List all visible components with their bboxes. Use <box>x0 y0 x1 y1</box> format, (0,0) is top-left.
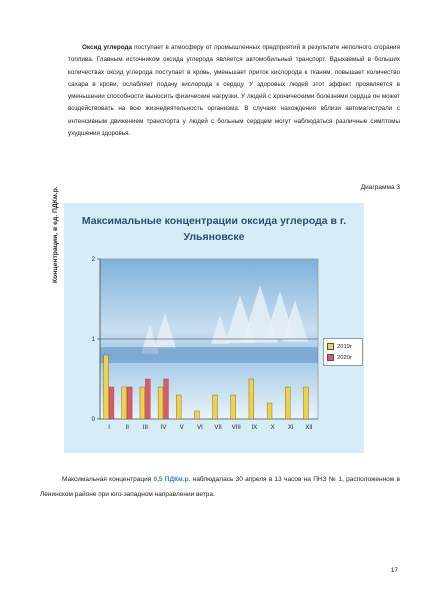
x-tick-label: V <box>179 425 184 431</box>
bar-2020г-III <box>145 379 150 419</box>
legend-item-2020 <box>327 354 352 361</box>
paragraph-text: Максимальная концентрация <box>62 476 154 483</box>
legend-label-2019: 2019г <box>337 343 353 350</box>
paragraph-carbon-monoxide <box>68 42 400 140</box>
paragraph-text: наблюдалась 30 апреля в 13 часов на ПНЗ № 1, расположенном в Ленинском районе при юго-западном направлении ветра. <box>40 476 400 498</box>
y-tick-label: 0 <box>91 417 95 423</box>
legend-swatch-2019 <box>327 343 334 350</box>
bar-2020г-II <box>127 387 132 419</box>
x-tick-label: III <box>142 425 148 431</box>
highlight-value: 0,5 ПДКм.р. <box>153 476 191 483</box>
plot-area <box>90 255 320 435</box>
legend-swatch-2020 <box>327 354 334 361</box>
bar-2019г-VIII <box>231 395 236 419</box>
x-tick-label: I <box>108 425 110 431</box>
y-axis-label-wrap <box>52 186 59 284</box>
legend-label-2020: 2020г <box>337 354 353 361</box>
x-tick-label: XI <box>287 425 294 431</box>
x-tick-label: VIII <box>231 425 241 431</box>
bar-2019г-IX <box>249 379 254 419</box>
bar-2019г-XII <box>303 387 308 419</box>
diagram-label: Диаграмма 3 <box>360 184 400 191</box>
x-tick-label: X <box>270 425 275 431</box>
y-axis-label: Концентрации, в ед. ПДКм.р. <box>52 186 59 283</box>
bar-2019г-VI <box>194 411 199 419</box>
bar-2019г-X <box>267 403 272 419</box>
x-tick-label: II <box>125 425 129 431</box>
bar-2019г-I <box>104 355 109 419</box>
bar-2020г-IV <box>164 379 169 419</box>
page-number: 17 <box>390 567 398 574</box>
x-tick-label: VII <box>214 425 222 431</box>
bar-2019г-II <box>122 387 127 419</box>
bar-2019г-III <box>140 387 145 419</box>
legend <box>323 338 363 366</box>
chart <box>52 186 364 453</box>
legend-item-2019 <box>327 343 352 350</box>
bar-2019г-XI <box>285 387 290 419</box>
paragraph-max-concentration <box>40 472 400 502</box>
bar-2019г-V <box>176 395 181 419</box>
x-tick-label: IV <box>160 425 167 431</box>
y-tick-label: 1 <box>91 337 95 343</box>
term-carbon-monoxide: Оксид углерода <box>82 44 132 51</box>
bar-2019г-IV <box>158 387 163 419</box>
chart-title: Максимальные концентрации оксида углерода в г. Ульяновске <box>81 215 347 243</box>
x-tick-label: IX <box>251 425 258 431</box>
x-tick-label: VI <box>197 425 203 431</box>
bar-2020г-I <box>109 387 114 419</box>
paragraph-text: поступает в атмосферу от промышленных предприятий в результате неполного сгорания топлива. Главным источником оксида углерода является автомобильный транспорт. Вдыхаемый в больших количествах оксид углерода поступает в кровь, уменьшает приток кислорода к тканям, повышает количество сахара в крови, ослабляет подачу кислорода к сердцу. У здоровых людей этот эффект проявляется в уменьшении способности выносить физические нагрузки. У людей с хроническими болезнями сердца он может воздействовать на всю жизнедеятельность организма. В случаях нахождения вблизи автомагистрали с интенсивным движением транспорта у людей с больным сердцем могут наблюдаться различные симптомы ухудшения здоровья. <box>68 44 400 138</box>
bar-2019г-VII <box>213 395 218 419</box>
y-tick-label: 2 <box>91 257 95 263</box>
river <box>100 347 318 363</box>
x-tick-label: XII <box>305 425 313 431</box>
